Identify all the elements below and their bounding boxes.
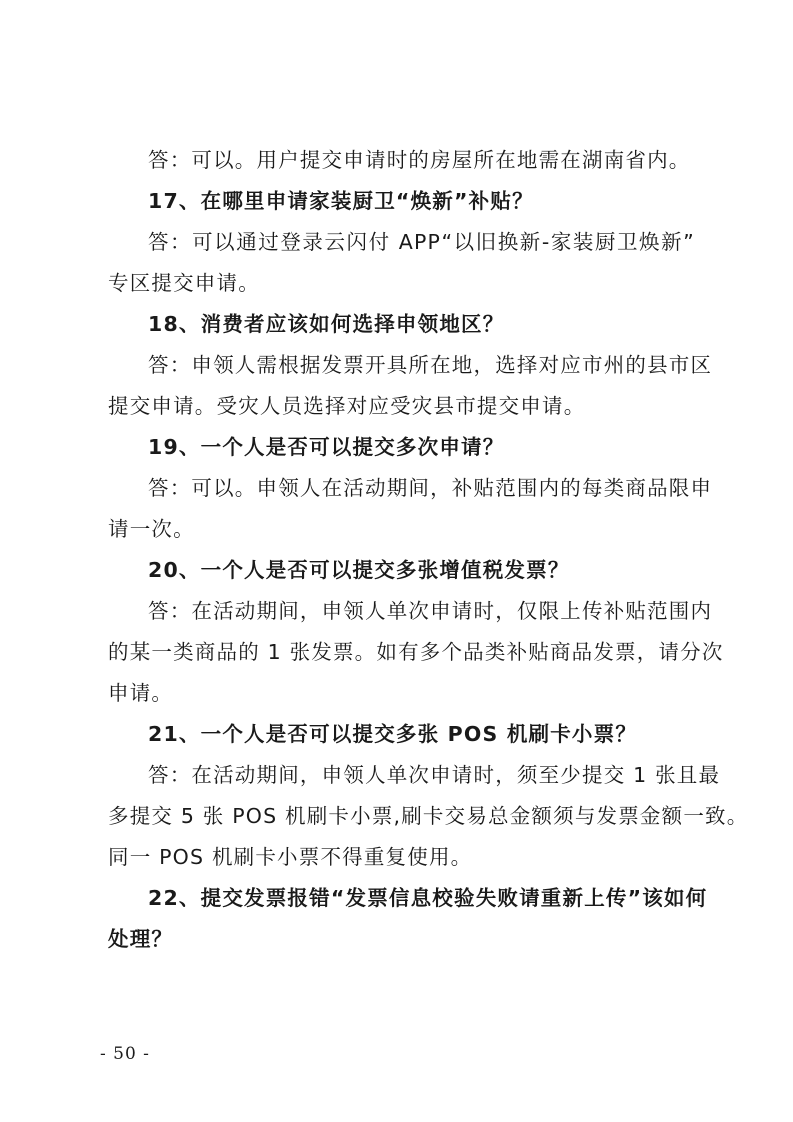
question-19: 19、一个人是否可以提交多次申请？ bbox=[148, 435, 505, 459]
answer-18-line-1: 答：申领人需根据发票开具所在地，选择对应市州的县市区 bbox=[148, 353, 713, 377]
question-18: 18、消费者应该如何选择申领地区？ bbox=[148, 312, 505, 336]
answer-16-line-1: 答：可以。用户提交申请时的房屋所在地需在湖南省内。 bbox=[148, 148, 691, 172]
answer-20-line-3: 申请。 bbox=[108, 681, 174, 705]
answer-17-line-1: 答：可以通过登录云闪付 APP“以旧换新-家装厨卫焕新” bbox=[148, 230, 695, 254]
question-20: 20、一个人是否可以提交多张增值税发票？ bbox=[148, 558, 570, 582]
page-number: - 50 - bbox=[100, 1044, 150, 1064]
faq-body bbox=[108, 140, 749, 960]
question-22-line-1: 22、提交发票报错“发票信息校验失败请重新上传”该如何 bbox=[148, 886, 708, 910]
answer-21-line-1: 答：在活动期间，申领人单次申请时，须至少提交 1 张且最 bbox=[148, 763, 721, 787]
question-22-line-2: 处理？ bbox=[108, 927, 174, 951]
answer-19-line-1: 答：可以。申领人在活动期间，补贴范围内的每类商品限申 bbox=[148, 476, 713, 500]
answer-21-line-3: 同一 POS 机刷卡小票不得重复使用。 bbox=[108, 845, 473, 869]
question-21: 21、一个人是否可以提交多张 POS 机刷卡小票？ bbox=[148, 722, 638, 746]
answer-20-line-1: 答：在活动期间，申领人单次申请时，仅限上传补贴范围内 bbox=[148, 599, 713, 623]
answer-18-line-2: 提交申请。受灾人员选择对应受灾县市提交申请。 bbox=[108, 394, 586, 418]
answer-17-line-2: 专区提交申请。 bbox=[108, 271, 260, 295]
answer-21-line-2: 多提交 5 张 POS 机刷卡小票,刷卡交易总金额须与发票金额一致。 bbox=[108, 804, 749, 828]
answer-20-line-2: 的某一类商品的 1 张发票。如有多个品类补贴商品发票，请分次 bbox=[108, 640, 724, 664]
question-17: 17、在哪里申请家装厨卫“焕新”补贴？ bbox=[148, 189, 534, 213]
answer-19-line-2: 请一次。 bbox=[108, 517, 195, 541]
